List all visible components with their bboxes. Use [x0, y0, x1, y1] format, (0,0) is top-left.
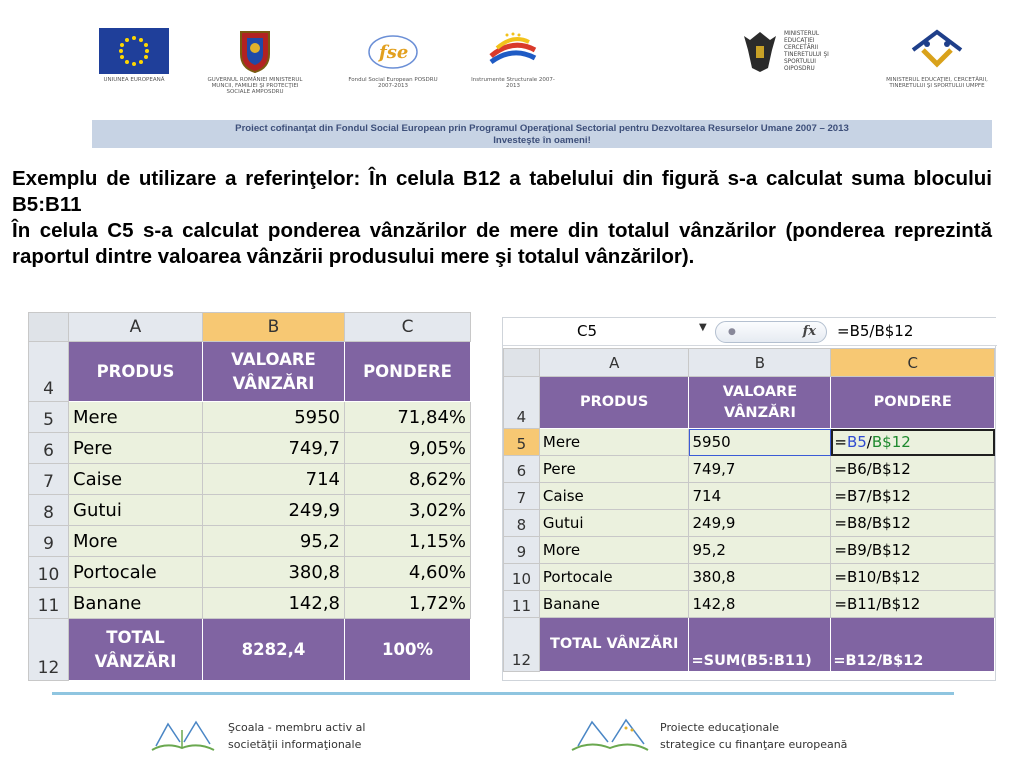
cell-produs[interactable]: Mere [69, 402, 203, 433]
romania-coat-logo [200, 28, 310, 95]
formula-ref-b5: B5 [846, 433, 867, 451]
svg-text:fse: fse [379, 42, 409, 63]
instrumente-structurale-logo [468, 28, 558, 89]
table-row [504, 510, 995, 537]
footer-divider [52, 692, 954, 695]
header-pondere[interactable]: PONDERE [345, 342, 471, 402]
footer-right-text [660, 719, 847, 753]
table-header-row [29, 342, 471, 402]
active-cell[interactable] [831, 429, 995, 456]
logo-banner [92, 28, 992, 120]
cell-pondere[interactable]: 71,84% [345, 402, 471, 433]
cell-pondere[interactable]: =B10/B$12 [831, 564, 995, 591]
coat-of-arms-icon [237, 28, 273, 74]
cell-valoare[interactable]: 5950 [203, 402, 345, 433]
row-header[interactable]: 7 [29, 464, 69, 495]
fse-logo [348, 28, 438, 89]
romania-caption: GUVERNUL ROMÂNIEI MINISTERUL MUNCII, FAMILIEI ŞI PROTECŢIEI SOCIALE AMPOSDRU [207, 77, 303, 95]
row-header[interactable]: 10 [504, 564, 540, 591]
column-header-c[interactable]: C [345, 313, 471, 342]
cell-produs[interactable]: Pere [69, 433, 203, 464]
footer-logo-left [146, 716, 365, 756]
row-header[interactable]: 12 [504, 618, 540, 672]
table-row [504, 537, 995, 564]
table-row [29, 433, 471, 464]
cell-valoare[interactable]: 749,7 [689, 456, 831, 483]
cell-pondere[interactable]: 4,60% [345, 557, 471, 588]
cell-valoare[interactable]: 749,7 [203, 433, 345, 464]
cell-valoare[interactable]: 5950 [689, 429, 831, 456]
structural-instruments-icon [483, 28, 543, 74]
footer-left-line-1: Şcoala - membru activ al [228, 721, 366, 734]
row-header[interactable]: 4 [29, 342, 69, 402]
row-header[interactable]: 11 [504, 591, 540, 618]
name-box[interactable]: C5 [577, 322, 598, 340]
row-header[interactable]: 7 [504, 483, 540, 510]
banner-line-2: Investeşte în oameni! [493, 135, 591, 146]
footer-right-line-1: Proiecte educaţionale [660, 721, 780, 734]
table-row [29, 464, 471, 495]
cell-pondere[interactable]: =B8/B$12 [831, 510, 995, 537]
select-all-corner[interactable] [504, 349, 540, 377]
cell-pondere[interactable]: 8,62% [345, 464, 471, 495]
fse-icon [363, 28, 423, 74]
cell-valoare[interactable]: 142,8 [203, 588, 345, 619]
column-header-a[interactable]: A [69, 313, 203, 342]
row-header[interactable]: 8 [29, 495, 69, 526]
cell-produs[interactable]: Caise [539, 483, 689, 510]
formula-ref-b12: B$12 [871, 433, 911, 451]
header-valoare[interactable]: VALOARE VÂNZĂRI [203, 342, 345, 402]
eu-flag-icon [99, 28, 169, 74]
cell-produs[interactable]: More [69, 526, 203, 557]
header-produs[interactable]: PRODUS [69, 342, 203, 402]
eagle-crest-icon [740, 28, 780, 74]
header-produs[interactable]: PRODUS [539, 377, 689, 429]
cell-pondere[interactable]: =B11/B$12 [831, 591, 995, 618]
formula-slash: / [866, 433, 872, 451]
column-header-row [29, 313, 471, 342]
function-button[interactable] [715, 321, 827, 343]
column-header-a[interactable]: A [539, 349, 689, 377]
total-value[interactable]: =SUM(B5:B11) [689, 618, 831, 672]
ministry-caption: MINISTERUL EDUCAŢIEI CERCETĂRII TINERETULUI ŞI SPORTULUI OIPOSDRU [784, 31, 829, 72]
cell-pondere[interactable]: 1,15% [345, 526, 471, 557]
house-caption: MINISTERUL EDUCAŢIEI, CERCETĂRII, TINERETULUI ŞI SPORTULUI UMPFE [886, 77, 988, 89]
project-banner [92, 120, 992, 148]
row-header[interactable]: 5 [29, 402, 69, 433]
header-pondere[interactable]: PONDERE [831, 377, 995, 429]
open-book-flag-icon [568, 716, 652, 756]
row-header[interactable]: 8 [504, 510, 540, 537]
column-header-b[interactable]: B [689, 349, 831, 377]
fx-icon: fx [802, 324, 816, 339]
cell-valoare[interactable]: 714 [203, 464, 345, 495]
explanation-text [12, 166, 992, 270]
paragraph-1: Exemplu de utilizare a referinţelor: În celula B12 a tabelului din figură s-a calculat suma blocului B5:B11 [12, 167, 992, 216]
row-header[interactable]: 11 [29, 588, 69, 619]
footer-right-line-2: strategice cu finanţare europeană [660, 738, 848, 751]
cell-pondere[interactable]: =B6/B$12 [831, 456, 995, 483]
table-row [29, 588, 471, 619]
cell-produs[interactable]: Gutui [69, 495, 203, 526]
cell-produs[interactable]: Portocale [539, 564, 689, 591]
ministerul-educatiei-house-logo [882, 28, 992, 89]
cell-pondere[interactable]: 9,05% [345, 433, 471, 464]
instruments-caption: Instrumente Structurale 2007-2013 [471, 77, 555, 89]
table-row [504, 564, 995, 591]
cell-produs[interactable]: More [539, 537, 689, 564]
open-book-icon [146, 716, 220, 756]
row-header[interactable]: 5 [504, 429, 540, 456]
total-label[interactable]: TOTAL VÂNZĂRI [69, 619, 203, 681]
expand-icon: ● [728, 327, 736, 337]
footer-left-line-2: societăţii informaţionale [228, 738, 362, 751]
footer-logo-right [568, 716, 847, 756]
cell-produs[interactable]: Pere [539, 456, 689, 483]
cell-pondere[interactable]: 1,72% [345, 588, 471, 619]
formula-sheet [502, 317, 996, 681]
row-header[interactable]: 6 [504, 456, 540, 483]
row-header[interactable]: 12 [29, 619, 69, 681]
eu-caption: UNIUNEA EUROPEANĂ [103, 77, 165, 83]
ministerul-educatiei-logo [740, 28, 850, 74]
cell-pondere[interactable]: =B9/B$12 [831, 537, 995, 564]
table-row [29, 495, 471, 526]
banner-line-1: Proiect cofinanţat din Fondul Social European prin Programul Operaţional Sectorial pentru Dezvoltarea Resurselor Umane 2007 – 2013 [235, 123, 849, 134]
table-row [504, 429, 995, 456]
total-pondere[interactable]: =B12/B$12 [831, 618, 995, 672]
cell-valoare[interactable]: 380,8 [203, 557, 345, 588]
cell-produs[interactable]: Gutui [539, 510, 689, 537]
table-row [29, 402, 471, 433]
row-header[interactable]: 4 [504, 377, 540, 429]
eu-flag-logo [94, 28, 174, 83]
row-header[interactable]: 10 [29, 557, 69, 588]
row-header[interactable]: 9 [504, 537, 540, 564]
cell-valoare[interactable]: 249,9 [689, 510, 831, 537]
cell-pondere[interactable]: =B7/B$12 [831, 483, 995, 510]
cell-produs[interactable]: Caise [69, 464, 203, 495]
footer-left-text [228, 719, 365, 753]
cell-produs[interactable]: Banane [539, 591, 689, 618]
fse-caption: Fondul Social European POSDRU 2007-2013 [348, 77, 438, 89]
total-pondere[interactable]: 100% [345, 619, 471, 681]
cell-valoare[interactable]: 380,8 [689, 564, 831, 591]
row-header[interactable]: 9 [29, 526, 69, 557]
select-all-corner[interactable] [29, 313, 69, 342]
cell-valoare[interactable]: 714 [689, 483, 831, 510]
total-row [504, 618, 995, 672]
cell-produs[interactable]: Banane [69, 588, 203, 619]
table-row [504, 591, 995, 618]
cell-pondere[interactable]: 3,02% [345, 495, 471, 526]
formula-eq: = [834, 433, 847, 451]
formula-bar [503, 318, 997, 346]
values-table [28, 312, 471, 681]
cell-valoare[interactable]: 95,2 [689, 537, 831, 564]
total-row [29, 619, 471, 681]
cell-valoare[interactable]: 249,9 [203, 495, 345, 526]
table-header-row [504, 377, 995, 429]
cell-valoare[interactable]: 142,8 [689, 591, 831, 618]
row-header[interactable]: 6 [29, 433, 69, 464]
cell-produs[interactable]: Mere [539, 429, 689, 456]
column-header-row [504, 349, 995, 377]
table-row [504, 483, 995, 510]
table-row [504, 456, 995, 483]
header-valoare[interactable]: VALOARE VÂNZĂRI [689, 377, 831, 429]
dropdown-arrow-icon[interactable]: ▼ [699, 322, 707, 333]
total-value[interactable]: 8282,4 [203, 619, 345, 681]
total-label[interactable]: TOTAL VÂNZĂRI [539, 618, 689, 672]
formula-table [503, 348, 995, 672]
cell-valoare[interactable]: 95,2 [203, 526, 345, 557]
formula-input[interactable]: =B5/B$12 [837, 322, 914, 340]
table-row [29, 557, 471, 588]
paragraph-2: În celula C5 s-a calculat ponderea vânzărilor de mere din totalul vânzărilor (ponderea reprezintă raportul dintre valoarea vânzării produsului mere şi totalul vânzărilor). [12, 219, 992, 268]
column-header-c[interactable]: C [831, 349, 995, 377]
table-row [29, 526, 471, 557]
cell-produs[interactable]: Portocale [69, 557, 203, 588]
house-people-icon [907, 28, 967, 74]
column-header-b[interactable]: B [203, 313, 345, 342]
